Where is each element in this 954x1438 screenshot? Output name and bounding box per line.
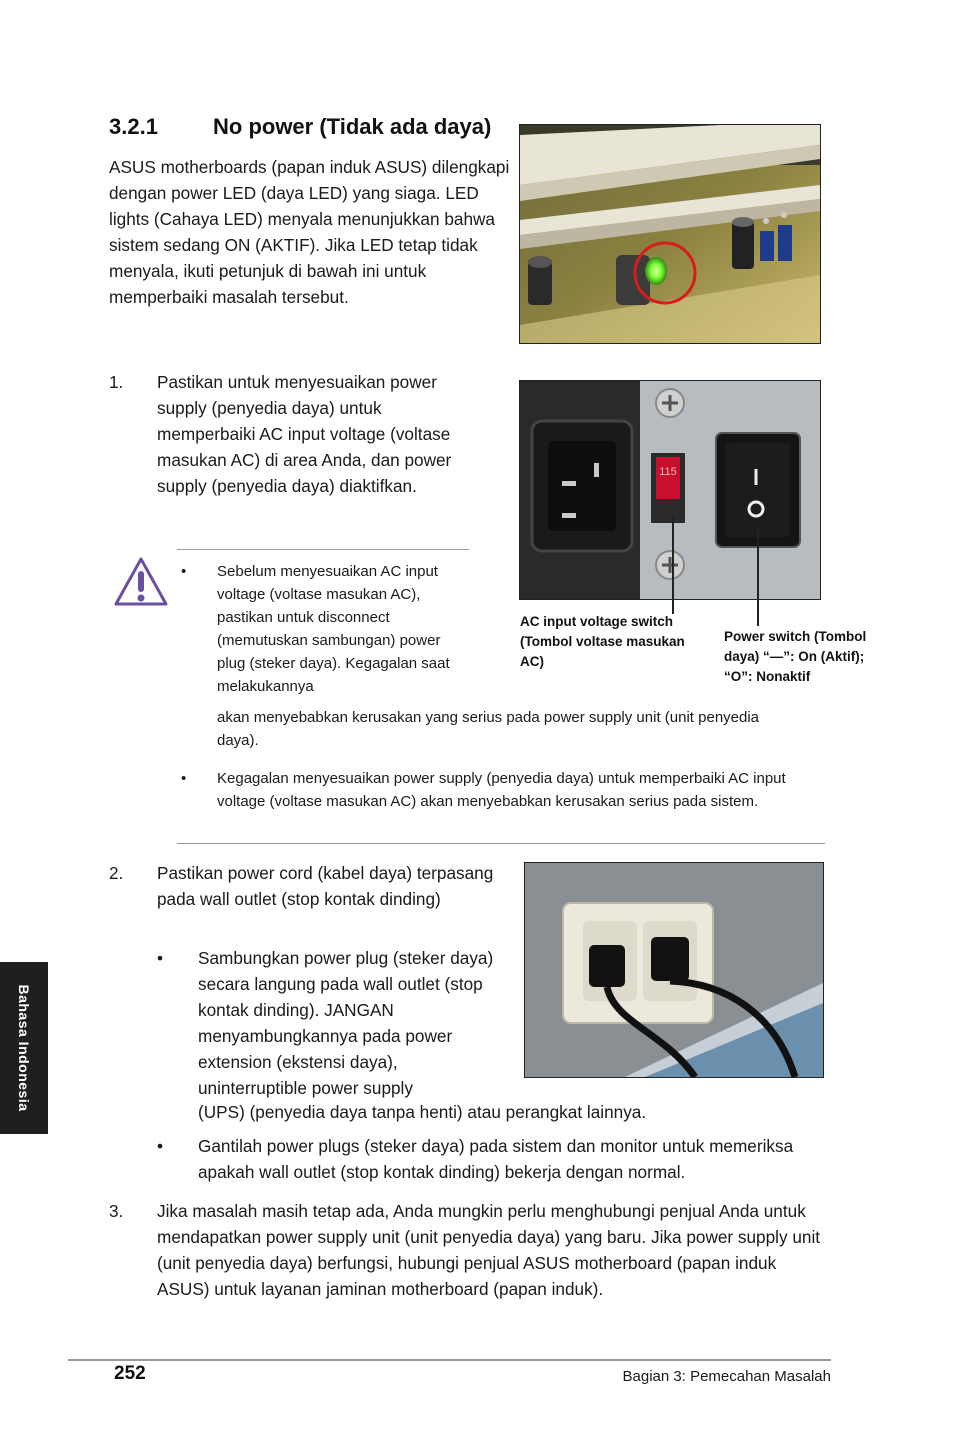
wall-outlet-illustration: [525, 863, 823, 1077]
section-heading: [109, 114, 491, 140]
wall-outlet-photo: [524, 862, 824, 1078]
warning-bullet-2-text: Kegagalan menyesuaikan power supply (penyedia daya) untuk memperbaiki AC input voltage (voltase masukan AC) akan menyebabkan kerusakan serius pada sistem.: [217, 770, 786, 810]
power-supply-illustration: [520, 381, 820, 599]
step-1-text: Pastikan untuk menyesuaikan power supply (penyedia daya) untuk memperbaiki AC input voltage (voltase masukan AC) di area Anda, dan power supply (penyedia daya) diaktifkan.: [157, 372, 452, 496]
step-2-text: Pastikan power cord (kabel daya) terpasang pada wall outlet (stop kontak dinding): [157, 863, 494, 909]
warning-bullet-2-dot: •: [181, 770, 187, 787]
page-number: 252: [114, 1363, 146, 1384]
step-2-bullet-2-dot: •: [157, 1136, 164, 1156]
section-number: 3.2.1: [109, 114, 158, 139]
warning-top-rule: [177, 549, 469, 550]
power-plug-right: [651, 937, 689, 981]
step-3-number: 3.: [109, 1201, 124, 1221]
voltage-label: 115: [659, 466, 677, 478]
power-switch-callout-line: [757, 528, 759, 626]
ac-voltage-switch: [656, 457, 680, 499]
ac-switch-callout-line: [672, 516, 674, 614]
step-3-text: Jika masalah masih tetap ada, Anda mungkin perlu menghubungi penjual Anda untuk mendapatkan power supply unit (unit penyedia daya) yang baru. Jika power supply unit (unit penyedia daya) berfungsi, hubungi penjual ASUS motherboard (papan induk ASUS) untuk layanan jaminan motherboard (papan induk).: [157, 1201, 821, 1299]
warning-bullet-1-text: Sebelum menyesuaikan AC input voltage (voltase masukan AC), pastikan untuk disconnect (memutuskan sambungan) power plug (steker daya). Kegagalan saat melakukannya: [217, 563, 450, 695]
step-1-number: 1.: [109, 372, 124, 392]
power-supply-photo: [519, 380, 821, 600]
footer-rule: [68, 1359, 831, 1361]
power-switch-caption: Power switch (Tombol daya) “—”: On (Aktif); “O”: Nonaktif: [724, 629, 867, 684]
language-side-tab: [0, 962, 48, 1134]
intro-paragraph: ASUS motherboards (papan induk ASUS) dilengkapi dengan power LED (daya LED) yang siaga. LED lights (Cahaya LED) menyala menunjukkan bahwa sistem sedang ON (AKTIF). Jika LED tetap tidak menyala, ikuti petunjuk di bawah ini untuk memperbaiki masalah tersebut.: [109, 157, 510, 307]
step-2-bullet-1-dot: •: [157, 948, 164, 968]
motherboard-led-photo: [519, 124, 821, 344]
power-led: [645, 257, 667, 285]
step-2-bullet-1-text: Sambungkan power plug (steker daya) secara langung pada wall outlet (stop kontak dinding). JANGAN menyambungkannya pada power extension (ekstensi daya), uninterruptible power supply: [198, 948, 494, 1098]
motherboard-led-illustration: [520, 125, 820, 343]
step-2-bullet-1-continued: (UPS) (penyedia daya tanpa henti) atau perangkat lainnya.: [198, 1102, 647, 1122]
language-label: Bahasa Indonesia: [16, 984, 32, 1112]
power-plug-left: [589, 945, 625, 987]
chapter-title: Bagian 3: Pemecahan Masalah: [622, 1368, 831, 1385]
step-2-number: 2.: [109, 863, 124, 883]
warning-bullet-1-dot: •: [181, 563, 187, 580]
warning-bottom-rule: [177, 843, 825, 844]
ac-switch-caption: AC input voltage switch (Tombol voltase masukan AC): [520, 614, 685, 669]
step-2-bullet-2-text: Gantilah power plugs (steker daya) pada sistem dan monitor untuk memeriksa apakah wall outlet (stop kontak dinding) bekerja dengan normal.: [198, 1136, 794, 1182]
warning-triangle-icon: [113, 556, 169, 613]
section-title: No power (Tidak ada daya): [213, 114, 492, 139]
warning-bullet-1-continued: akan menyebabkan kerusakan yang serius pada power supply unit (unit penyedia daya).: [217, 709, 760, 749]
